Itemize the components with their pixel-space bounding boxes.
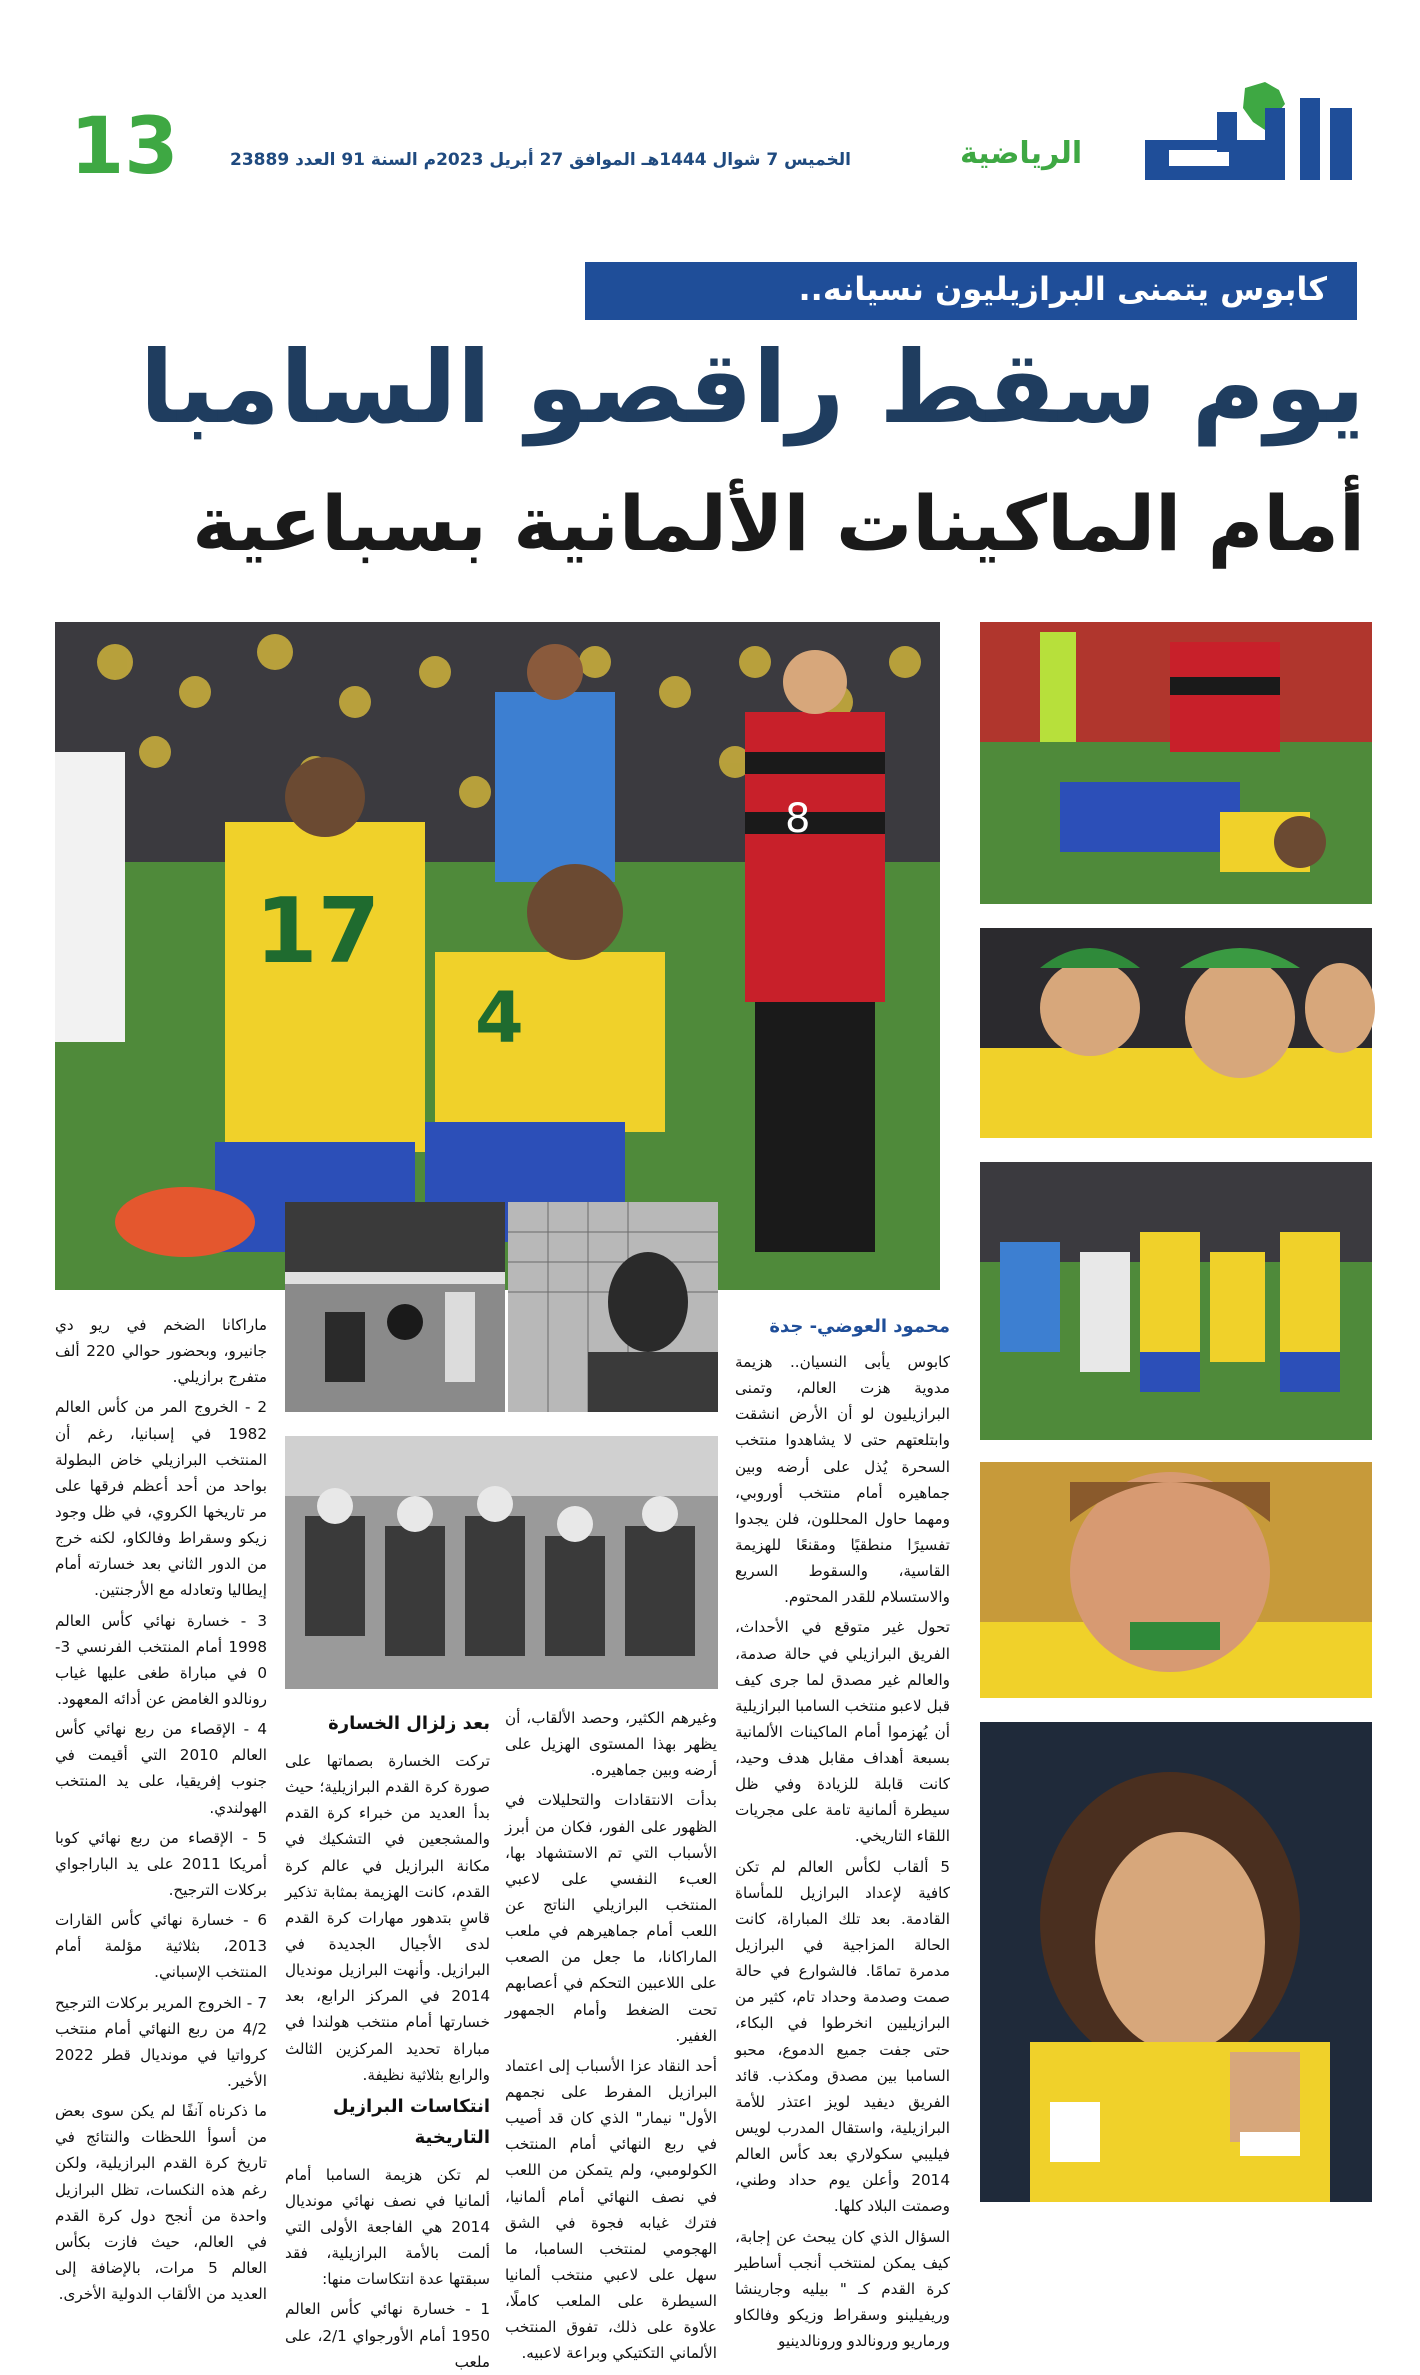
paragraph: 2 - الخروج المر من كأس العالم 1982 في إسبانيا، رغم أن المنتخب البرازيلي خاض البطولة بواحد من أحد أعظم فرقها على مر تاريخها الكروي، في ظل وجود زيكو وسقراط وفالكاو، لكنه خرج من الدور الثاني بعد خسارته أمام إيطاليا وتعادله مع الأرجنتين.	[55, 1398, 267, 1600]
subheading-setbacks: انتكاسات البرازيل التاريخية	[332, 2095, 490, 2148]
paragraph: ما ذكرناه آنفًا لم يكن سوى بعض من أسوأ اللحظات والنتائج في تاريخ كرة القدم البرازيلية، ولكن رغم هذه النكسات، تظل البرازيل واحدة من أنجح دول كرة القدم في العالم، حيث فازت بكأس العالم 5 مرات، بالإضافة إلى العديد من الألقاب الدولية الأخرى.	[55, 2102, 267, 2304]
page-number: 13	[70, 102, 179, 192]
paragraph: 7 - الخروج المرير بركلات الترجيح 4/2 من ربع النهائي أمام منتخب كرواتيا في مونديال قطر 2022 الأخير.	[55, 1993, 267, 2090]
photo-historic-stands	[285, 1436, 718, 1689]
photo-historic-goalkeeper	[508, 1202, 718, 1412]
photo-david-luiz-crying	[980, 1722, 1372, 2202]
article-column-3	[285, 1705, 490, 2371]
article-column-1	[735, 1312, 950, 2351]
headline-secondary: أمام الماكينات الألمانية بسباعية	[192, 479, 1365, 568]
paragraph: أحد النقاد عزا الأسباب إلى اعتماد البرازيل المفرط على نجمهم الأول" نيمار" الذي كان قد أصيب في ربع النهائي أمام المنتخب الكولومبي، ولم يتمكن من اللعب في نصف النهائي أمام ألمانيا، فترك غيابه فجوة في الشق الهجومي لمنتخب السامبا، ما سهل على لاعبي منتخب ألمانيا السيطرة على الملعب كاملًا، علاوة على ذلك، تفوق المنتخب الألماني التكتيكي وبراعة لاعبيه.	[505, 2056, 717, 2363]
paragraph: 5 ألقاب لكأس العالم لم تكن كافية لإعداد البرازيل للمأساة القادمة. بعد تلك المباراة، كانت الحالة المزاجية في البرازيل مدمرة تمامًا. فالشوارع في حالة صمت وصدمة وحداد تام، كثير من البرازيليين انخرطوا في البكاء، حتى جفت جميع الدموع، محبو السامبا بين مصدق ومكذب. قائد الفريق ديفيد لويز اعتذر للأمة البرازيلية، واستقال المدرب لويس فيليبي سكولاري بعد كأس العالم 2014 وأعلن يوم حداد وطني، وصمتت البلاد كلها.	[735, 1857, 950, 2216]
paragraph: تركت الخسارة بصماتها على صورة كرة القدم البرازيلية؛ حيث بدأ العديد من خبراء كرة القدم والمشجعين في التشكيك في مكانة البرازيل في عالم كرة القدم، كانت الهزيمة بمثابة تذكير قاسٍ بتدهور مهارات كرة القدم لدى الأجيال الجديدة في البرازيل. وأنهت البرازيل مونديال 2014 في المركز الرابع، بعد خسارتها أمام منتخب هولندا في مباراة تحديد المركزين الثالث والرابع بثلاثية نظيفة.	[285, 1751, 490, 2084]
paragraph: 3 - خسارة نهائي كأس العالم 1998 أمام المنتخب الفرنسي 3-0 في مباراة طغى عليها غياب رونالدو الغامض عن أدائه المعهود.	[55, 1611, 267, 1708]
photo-fans-crying	[980, 928, 1372, 1138]
photo-team-dejected	[980, 1162, 1372, 1440]
paragraph: 1 - خسارة نهائي كأس العالم 1950 أمام الأورجواي 2/1، على ملعب	[285, 2300, 490, 2371]
paragraph: تحول غير متوقع في الأحداث، الفريق البرازيلي في حالة صدمة، والعالم غير مصدق لما جرى كيف قبل لاعبو منتخب السامبا البرازيلية أن يُهزموا أمام الماكينات الألمانية بسبعة أهداف مقابل هدف وحيد، كانت قابلة للزيادة وفي ظل سيطرة ألمانية تامة على مجريات اللقاء التاريخي.	[735, 1618, 950, 1846]
subheading-aftermath: بعد زلزال الخسارة	[328, 1713, 490, 1734]
logo-icon	[1125, 78, 1365, 198]
paragraph: السؤال الذي كان يبحث عن إجابة، كيف يمكن لمنتخب أنجب أساطير كرة القدم كـ " بيليه وجارينشا وريفيلينو وسقراط وزيكو وفالكاو ورماريو ورونالدو ورونالدينيو	[735, 2227, 950, 2351]
paragraph: وغيرهم الكثير، وحصد الألقاب، أن يظهر بهذا المستوى الهزيل على أرضه وبين جماهيره.	[505, 1709, 717, 1780]
paragraph: 4 - الإقصاء من ربع نهائي كأس العالم 2010 التي أقيمت في جنوب إفريقيا، على يد المنتخب الهولندي.	[55, 1720, 267, 1817]
newspaper-logo	[1125, 78, 1365, 198]
article-column-2	[505, 1705, 717, 2363]
photo-historic-match	[285, 1202, 505, 1412]
photo-player-consoling	[980, 622, 1372, 904]
main-photo	[55, 622, 940, 1290]
photo-fan-biting-flag	[980, 1462, 1372, 1698]
dateline: الخميس 7 شوال 1444هـ الموافق 27 أبريل 2023م السنة 91 العدد 23889	[230, 150, 851, 170]
svg-text:4: 4	[475, 977, 524, 1059]
svg-text:8: 8	[785, 796, 811, 842]
paragraph: ماراكانا الضخم في ريو دي جانيرو، وبحضور حوالي 220 ألف متفرج برازيلي.	[55, 1316, 267, 1387]
section-label: الرياضية	[960, 136, 1083, 171]
svg-text:17: 17	[255, 879, 381, 984]
article-column-4	[55, 1312, 267, 2304]
paragraph: 6 - خسارة نهائي كأس القارات 2013، بثلاثية مؤلمة أمام المنتخب الإسباني.	[55, 1911, 267, 1982]
paragraph: 5 - الإقصاء من ربع نهائي كوبا أمريكا 2011 على يد الباراجواي بركلات الترجيح.	[55, 1828, 267, 1899]
article-kicker: كابوس يتمنى البرازيليون نسيانه..	[585, 262, 1357, 320]
paragraph: بدأت الانتقادات والتحليلات في الظهور على الفور، فكان من أبرز الأسباب التي تم الاستشهاد بها، العبء النفسي على لاعبي المنتخب البرازيلي الناتج عن اللعب أمام جماهيرهم في ملعب الماراكانا، ما جعل من الصعب على اللاعبين التحكم في أعصابهم تحت الضغط وأمام الجمهور الغفير.	[505, 1791, 717, 2045]
byline: محمود العوضي- جدة	[769, 1316, 950, 1337]
paragraph: كابوس يأبى النسيان.. هزيمة مدوية هزت العالم، وتمنى البرازيليون لو أن الأرض انشقت وابتلعتهم حتى لا يشاهدوا منتخب السحرة يُذل على أرضه وبين جماهيره أمام منتخب أوروبي، ومهما حاول المحللون، فلن يجدوا تفسيرًا منطقيًا ومقنعًا للهزيمة القاسية، والسقوط السريع والاستسلام للقدر المحتوم.	[735, 1352, 950, 1607]
paragraph: لم تكن هزيمة السامبا أمام ألمانيا في نصف نهائي مونديال 2014 هي الفاجعة الأولى التي ألمت بالأمة البرازيلية، فقد سبقتها عدة انتكاسات منها:	[285, 2165, 490, 2289]
headline-primary: يوم سقط راقصو السامبا	[139, 329, 1365, 446]
